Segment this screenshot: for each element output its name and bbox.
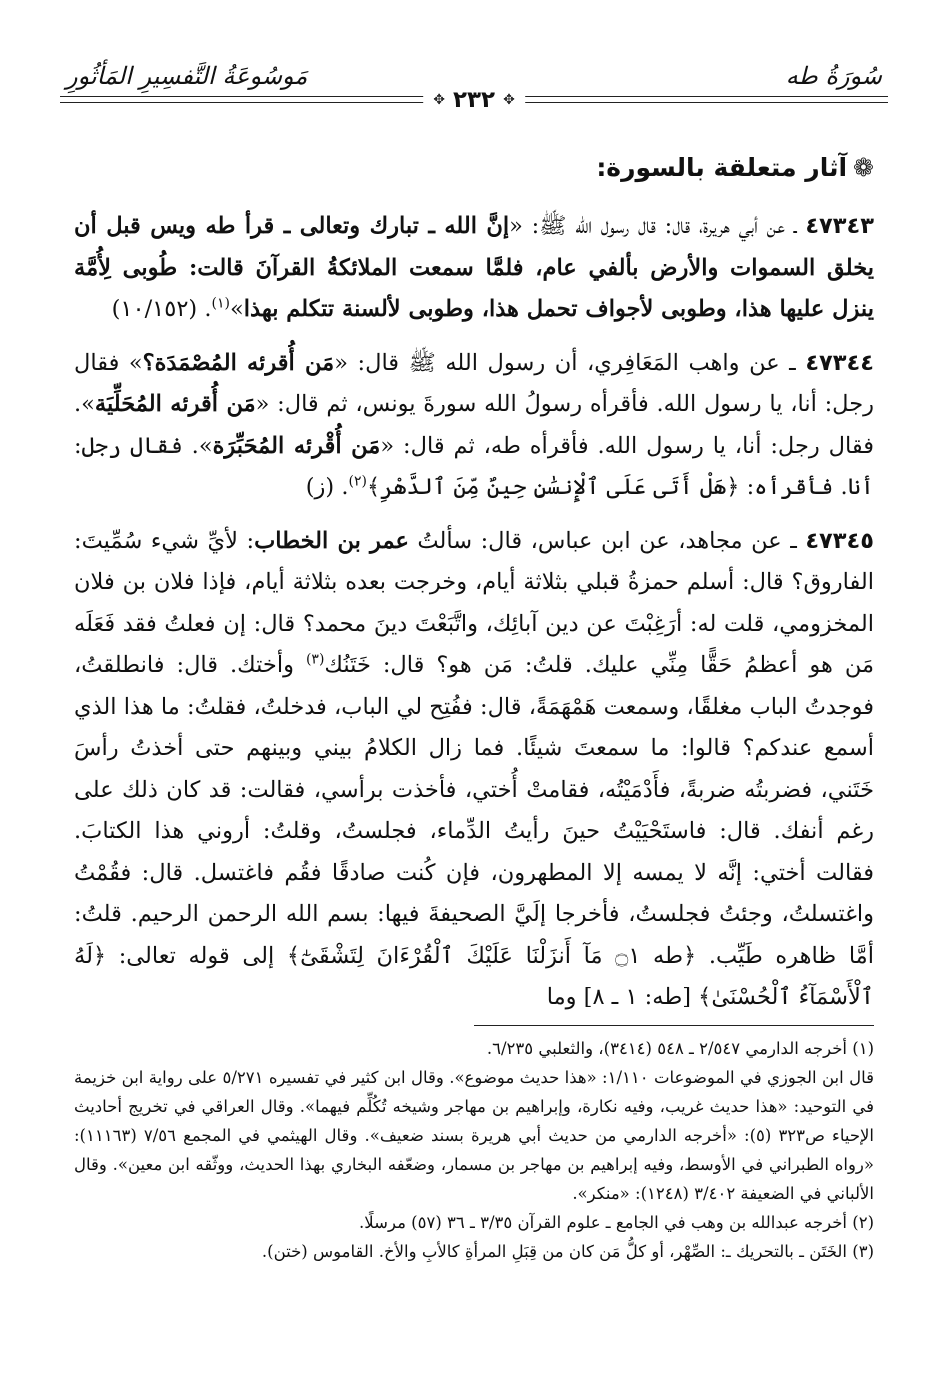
quote-close: »: [229, 296, 244, 322]
hadith-quote: مَن أُقْرئه المُحَبِّرَة: [212, 432, 381, 459]
footnote-ref[interactable]: (١): [211, 295, 230, 312]
narration-47345: [74, 521, 874, 1019]
companion-name: عمر بن الخطاب: [254, 527, 409, 554]
hadith-quote: مَن أُقرئه المُصْمَدَة؟: [142, 349, 335, 376]
narration-text: ـ عن مجاهد، عن ابن عباس، قال: سألتُ: [408, 527, 806, 554]
narration-text: ـ عن واهب المَعَافِري، أن رسول الله ﷺ قال: «: [334, 349, 806, 376]
footnote-rule: [474, 1025, 874, 1026]
page-body: [74, 150, 874, 1019]
section-title: آثار متعلقة بالسورة:: [596, 153, 848, 182]
surah-title: سُورَةُ طه: [785, 62, 882, 90]
ornament-icon: ✥: [503, 92, 515, 108]
narration-text: » فقال رجل: أنا، يا رسول الله. فأقرأه رسولُ الله سورةَ يونس، ثم قال: «: [74, 349, 874, 417]
page-number-block: [423, 87, 525, 113]
flower-icon: ❁: [853, 153, 874, 182]
narration-number: ٤٧٣٤٤: [805, 349, 874, 376]
footnote-ref[interactable]: (٣): [305, 651, 325, 668]
ornament-icon: ✥: [433, 92, 445, 108]
running-header: [60, 58, 888, 116]
footnote-3: (٣) الخَتَن ـ بالتحريك ـ: الصِّهْر، أو كلُّ مَن كان من قِبَلِ المرأةِ كالأبِ والأخ. القاموس (ختن).: [261, 1242, 874, 1261]
narration-47343: [74, 206, 874, 331]
source-ref: . (١٠/١٥٢): [111, 296, 212, 322]
footnote-ref[interactable]: (٢): [348, 473, 367, 490]
narration-number: ٤٧٣٤٣: [805, 213, 874, 239]
footnotes: [74, 1034, 874, 1266]
source-ref: . (ز): [305, 474, 349, 500]
narration-text: وأختك. قال: فانطلقتُ، فوجدتُ الباب مغلقًا، وسمعت هَمْهَمَةً، قال: ففُتِح لي الباب، فدخلتُ، فقلتُ: ما هذا الذي أسمع عندكم؟ قالوا: ما سمعتَ شيئًا. فما زال الكلامُ بيني وبينهم حتى أخذتُ رأسَ خَتَني، فضربتُه ضربةً، فأَدْمَيْتُه، فقامتْ أُختي، فأخذت برأسي، فقالت: قد كان ذلك على رغم أنفك. قال: فاستَحْيَيْتُ حينَ رأيتُ الدِّماء، فجلستُ، وقلتُ: أروني هذا الكتابَ. فقالت أختي: إنَّه لا يمسه إلا المطهرون، فإن كُنت صادقًا فقُم فاغتسل. قال: فقُمْتُ واغتسلتُ، وجئتُ فجلستُ، فأخرجا إلَيَّ الصحيفةَ فيها: بسم الله الرحمن الرحيم. قلتُ: أمَّا ظاهره طَيِّب. ﴿طه ۝١ مَآ أَنزَلْنَا عَلَيْكَ ٱلْقُرْءَانَ لِتَشْقَىٰٓ﴾ إلى قوله تعالى: ﴿لَهُ ٱلْأَسْمَآءُ ٱلْحُسْنَىٰ﴾ [طه: ١ ـ ٨] وما: [74, 652, 874, 1010]
narration-text: : لأيِّ شيء سُمِّيتَ: الفاروق؟ قال: أسلم حمزةُ قبلي بثلاثة أيام، وخرجت بعده بثلاثة أيام، فإذا فلان بن فلان المخزومي، قلت له: أرَغِبْتَ عن دين آبائِك، واتَّبَعْتَ دينَ محمد؟ قال: إن فعلتُ فقد فَعَلَه مَن هو أعظمُ حَقًّا مِنِّي عليك. قلتُ: مَن هو؟ قال: خَتَنُك: [74, 527, 874, 678]
page-number: ٢٣٢: [452, 87, 496, 113]
footnote-1: (١) أخرجه الدارمي ٢/٥٤٧ ـ ٥٤٨ (٣٤١٤)، والثعلبي ٦/٢٣٥.: [486, 1039, 874, 1058]
hadith-quote: إنَّ الله ـ تبارك وتعالى ـ قرأ طه ويس قبل أن يخلق السموات والأرض بألفي عام، فلمَّا سمعت الملائكةُ القرآنَ قالت: طُوبى لِأُمَّة ينزل عليها هذا، وطوبى لأجواف تحمل هذا، وطوبى لألسنة تتكلم بهذا: [74, 213, 874, 322]
footnote-2: (٢) أخرجه عبدالله بن وهب في الجامع ـ علوم القرآن ٣/٣٥ ـ ٣٦ (٥٧) مرسلًا.: [359, 1213, 874, 1232]
footnote-1-commentary: قال ابن الجوزي في الموضوعات ١/١١٠: «هذا حديث موضوع». وقال ابن كثير في تفسيره ٥/٢٧١ على رواية ابن خزيمة في التوحيد: «هذا حديث غريب، وفيه نكارة، وإبراهيم بن مهاجر وشيخه تُكُلِّم فيهما». وقال العراقي في تخريج أحاديث الإحياء ص٣٢٣ (٥): «أخرجه الدارمي من حديث أبي هريرة بسند ضعيف». وقال الهيثمي في المجمع ٧/٥٦ (١١١٦٣): «رواه الطبراني في الأوسط، وفيه إبراهيم بن مهاجر بن مسمار، وضعّفه البخاري بهذا الحديث، ووثّقه ابن معين». وقال الألباني في الضعيفة ٣/٤٠٢ (١٢٤٨): «منكر».: [74, 1068, 875, 1203]
book-title: مَوسُوعَةُ التَّفسِيرِ المَأثُورِ: [66, 62, 308, 90]
section-heading: [74, 150, 874, 186]
narration-number: ٤٧٣٤٥: [805, 527, 874, 554]
narration-text: ». فقال رجل: أنا، يا رسول الله. فأقرأه طه، ثم قال: «: [74, 391, 874, 459]
hadith-quote: مَن أُقرئه المُحَلِّيَة: [94, 391, 256, 417]
narration-47344: [74, 343, 874, 509]
narration-text: ـ عن أبي هريرة، قال: قال رسول الله ﷺ: «: [509, 213, 806, 239]
narration-text: ». فقال رجل: أنا. فأقرأه: ﴿هَلْ أَتَى عَلَى ٱلْإِنسَٰنِ حِينٌ مِّنَ ٱلدَّهْرِ﴾: [74, 432, 874, 500]
